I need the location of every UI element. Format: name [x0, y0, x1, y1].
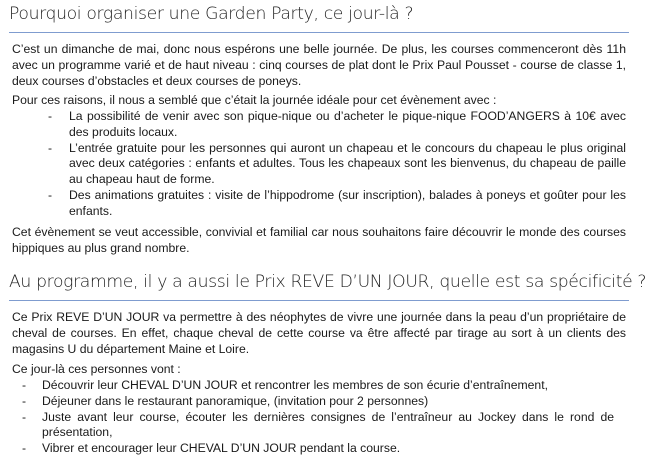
section1-bullet-item [48, 187, 626, 220]
section2-bullet-text: Juste avant leur course, écouter les dernières consignes de l’entraîneur au Jockey dans le rond de présentation, [42, 409, 614, 440]
section2-heading-rule [9, 300, 629, 301]
bullet-dash-icon: - [22, 393, 27, 408]
bullet-dash-icon: - [22, 378, 27, 392]
bullet-dash-icon: - [48, 140, 53, 155]
section2-bullet-text: Déjeuner dans le restaurant panoramique, (invitation pour 2 personnes) [42, 393, 429, 408]
section1-bullet-text: Des animations gratuites : visite de l’hippodrome (sur inscription), balades à poneys et goûter pour les enfants. [69, 187, 626, 218]
section2-bullet-text: Vibrer et encourager leur CHEVAL D’UN JOUR pendant la course. [42, 441, 401, 456]
section2-bullet-text: Découvrir leur CHEVAL D’UN JOUR et rencontrer les membres de son écurie d’entraînement, [42, 378, 548, 392]
section2-bullet-item [22, 378, 614, 394]
section2-bullet-item [22, 441, 614, 457]
section1-intro-paragraph: C’est un dimanche de mai, donc nous espérons une belle journée. De plus, les courses commenceront dès 11h avec un programme varié et de haut niveau : cinq courses de plat dont le Prix Paul Pousset - course de classe 1, deux courses d’obstacles et deux courses de poneys. [12, 42, 626, 88]
section1-bullet-text: La possibilité de venir avec son pique-nique ou d’acheter le pique-nique FOOD’ANGERS à 10€ avec des produits locaux. [69, 109, 626, 139]
section2-heading: Au programme, il y a aussi le Prix REVE D’UN JOUR, quelle est sa spécificité ? [9, 272, 647, 292]
section1-bullet-item [48, 140, 626, 188]
section1-bullet-item [48, 109, 626, 141]
section1-lead-paragraph: Pour ces raisons, il nous a semblé que c’était la journée idéale pour cet évènement avec : [12, 93, 497, 107]
section1-bullet-text: L’entrée gratuite pour les personnes qui auront un chapeau et le concours du chapeau le plus original avec deux catégories : enfants et adultes. Tous les chapeaux sont les bienvenus, du chapeau de paille au chapeau haut de forme. [69, 140, 626, 187]
section2-bullet-item [22, 393, 614, 410]
section2-intro-paragraph: Ce Prix REVE D’UN JOUR va permettre à des néophytes de vivre une journée dans la peau d’un propriétaire de cheval de courses. En effet, chaque cheval de cette course va être affecté par tirage au sort à un clients des magasins U du département Maine et Loire. [12, 310, 626, 356]
section2-bullet-list [22, 378, 614, 457]
bullet-dash-icon: - [22, 441, 27, 456]
section1-bullet-list [48, 109, 626, 220]
section1-closing-paragraph: Cet évènement se veut accessible, convivial et familial car nous souhaitons faire découvrir le monde des courses hippiques au plus grand nombre. [12, 225, 626, 255]
section2-bullet-item [22, 409, 614, 442]
bullet-dash-icon: - [22, 409, 27, 424]
section1-heading: Pourquoi organiser une Garden Party, ce jour-là ? [9, 4, 414, 24]
bullet-dash-icon: - [48, 187, 53, 202]
section1-heading-rule [9, 32, 629, 33]
section2-lead-paragraph: Ce jour-là ces personnes vont : [12, 362, 181, 376]
bullet-dash-icon: - [48, 109, 53, 123]
